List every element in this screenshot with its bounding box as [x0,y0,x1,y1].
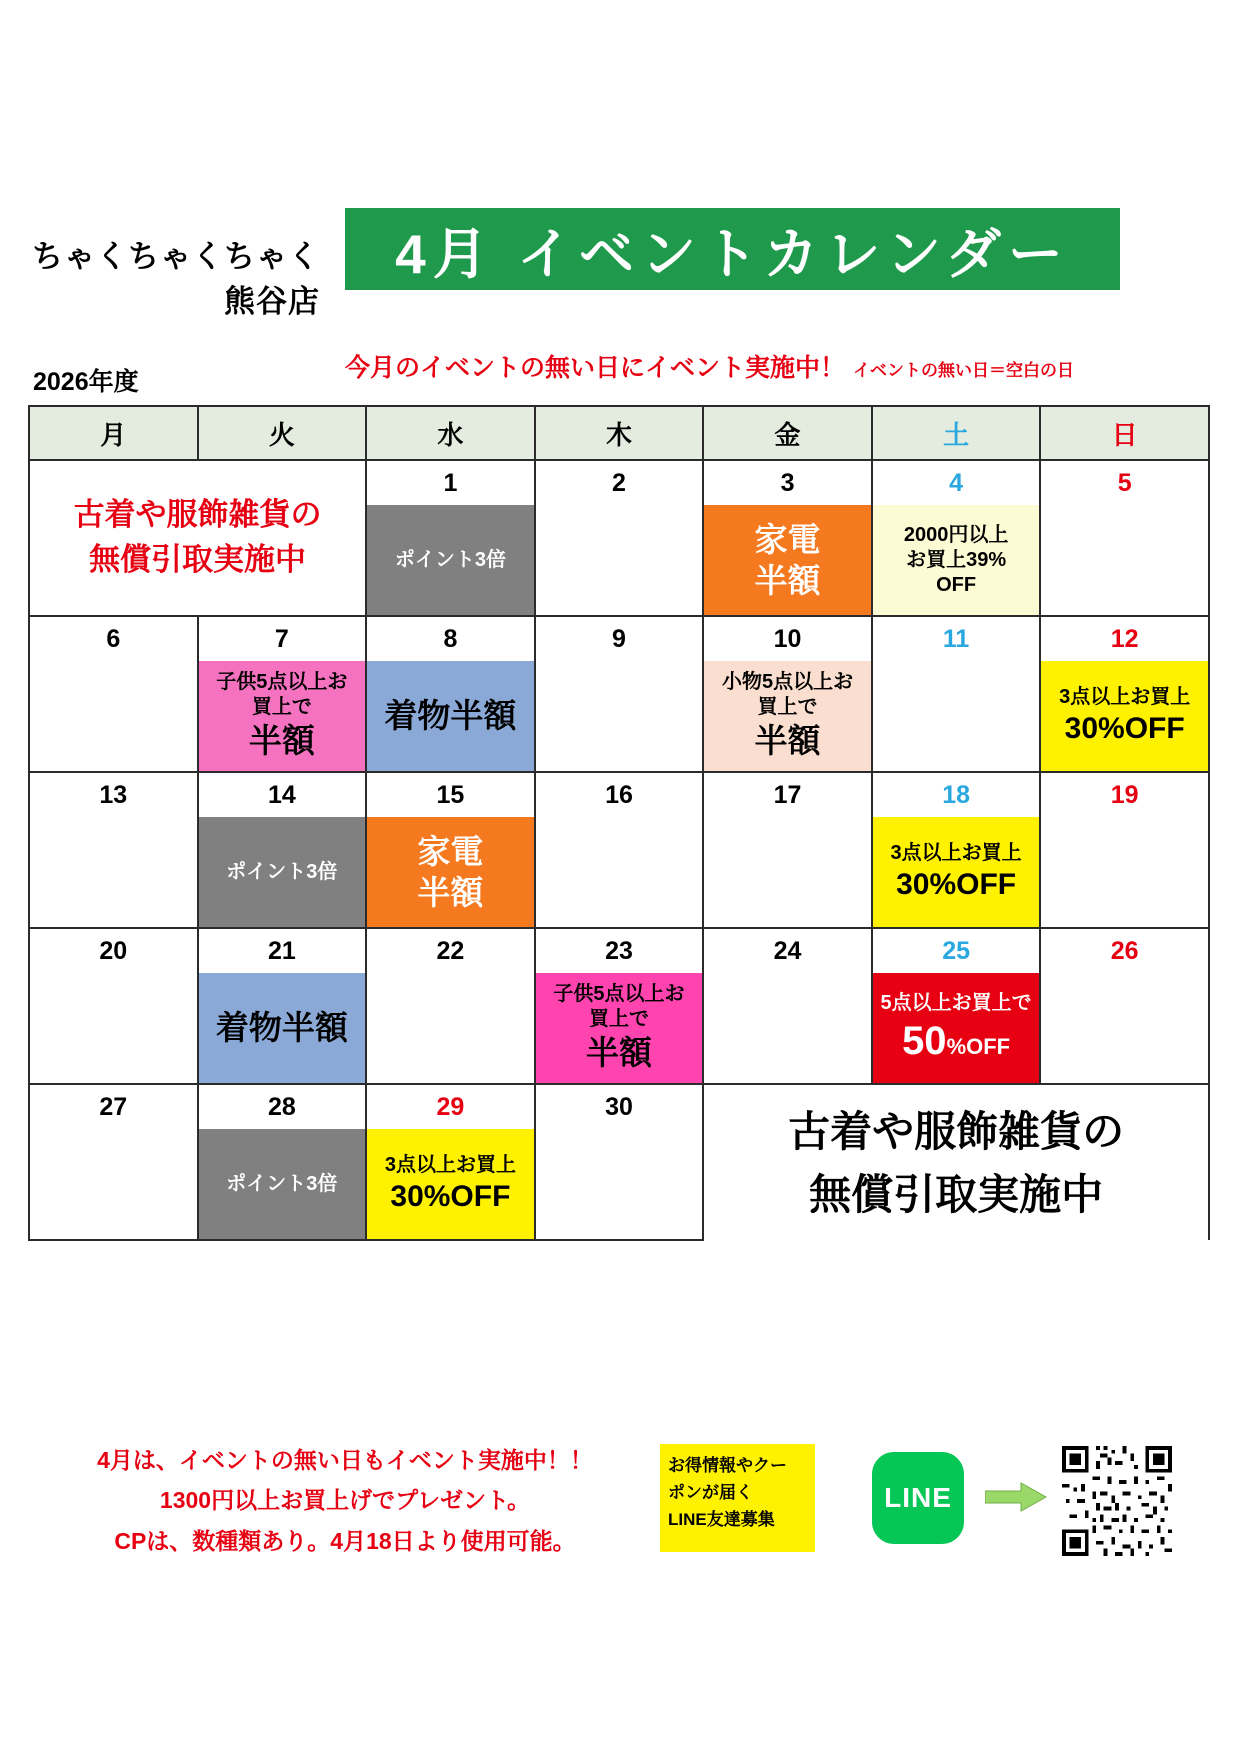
daynum-1: 1 [366,460,535,505]
footer-note-line3: CPは、数種類あり。4月18日より使用可能。 [114,1527,576,1554]
daynum-14: 14 [198,772,367,817]
daynum-6: 6 [29,616,198,661]
subtitle-main: 今月のイベントの無い日にイベント実施中！ [345,354,846,382]
line-app-icon[interactable] [872,1452,964,1544]
week-3-events [29,817,1209,928]
event-text-line1: 3点以上お買上 [384,1153,516,1176]
line-promo-line2: ポンが届く [668,1483,753,1503]
daynum-18: 18 [872,772,1041,817]
event-discount-unit: %OFF [946,1033,1011,1059]
arrow-right-icon [985,1482,1047,1512]
daynum-3: 3 [703,460,872,505]
daynum-15: 15 [366,772,535,817]
daynum-30: 30 [535,1084,704,1129]
daynum-20: 20 [29,928,198,973]
line-logo-text: LINE [884,1482,952,1513]
shop-name-line2: 熊谷店 [224,283,320,319]
daynum-25: 25 [872,928,1041,973]
bottom-free-line2: 無償引取実施中 [809,1170,1104,1218]
event-cell-11 [872,661,1041,772]
event-text-line2: お買上39% [906,548,1007,571]
event-cell-7 [198,661,367,772]
event-discount-value: 50 [902,1018,947,1063]
event-text-line2: 30%OFF [896,867,1017,901]
free-pickup-line1: 古着や服飾雑貨の [73,497,322,533]
weekday-thu: 木 [535,406,704,460]
footer [0,1430,1240,1610]
line-promo-box [660,1444,815,1552]
week-4-daynums [29,928,1209,973]
daynum-19: 19 [1040,772,1209,817]
event-text-line3: 半額 [754,722,821,760]
daynum-9: 9 [535,616,704,661]
event-cell-13 [29,817,198,928]
weekday-tue: 火 [198,406,367,460]
weekday-sun: 日 [1040,406,1209,460]
event-cell-10 [703,661,872,772]
header [0,0,1240,396]
daynum-23: 23 [535,928,704,973]
daynum-11: 11 [872,616,1041,661]
subtitle [345,348,1190,384]
bottom-free-line1: 古着や服飾雑貨の [788,1107,1125,1155]
event-cell-30 [535,1129,704,1240]
page-title: 4月 イベントカレンダー [345,208,1120,290]
daynum-5: 5 [1040,460,1209,505]
week-1-daynums [29,460,1209,505]
event-text-line2: 買上で [588,1008,649,1031]
event-cell-28 [198,1129,367,1240]
event-text-line1: 小物5点以上お [721,671,854,694]
qr-code-icon[interactable] [1062,1446,1172,1556]
event-calendar [28,405,1210,1241]
event-cell-27 [29,1129,198,1240]
event-text-line2: 半額 [754,562,821,599]
event-cell-18 [872,817,1041,928]
daynum-26: 26 [1040,928,1209,973]
event-cell-8 [366,661,535,772]
event-text: ポイント3倍 [226,1172,338,1195]
daynum-16: 16 [535,772,704,817]
weekday-fri: 金 [703,406,872,460]
event-cell-12 [1040,661,1209,772]
daynum-7: 7 [198,616,367,661]
event-cell-4 [872,505,1041,616]
event-cell-22 [366,973,535,1084]
week-3-daynums [29,772,1209,817]
event-text: ポイント3倍 [394,548,506,571]
event-text-line2: 30%OFF [390,1179,511,1213]
event-text-line2: 買上で [757,696,818,719]
event-cell-3 [703,505,872,616]
daynum-29: 29 [366,1084,535,1129]
event-text: ポイント3倍 [226,860,338,883]
calendar-header-row [29,406,1209,460]
daynum-13: 13 [29,772,198,817]
event-cell-16 [535,817,704,928]
weekday-sat: 土 [872,406,1041,460]
event-text-line3: OFF [936,573,977,596]
event-cell-1 [366,505,535,616]
event-text-line1: 家電 [754,520,821,558]
event-text-line2: 半額 [417,874,484,911]
daynum-28: 28 [198,1084,367,1129]
year-label: 2026年度 [33,368,139,396]
week-2-daynums [29,616,1209,661]
daynum-2: 2 [535,460,704,505]
weekday-wed: 水 [366,406,535,460]
event-cell-23 [535,973,704,1084]
event-text-line1: 5点以上お買上で [880,991,1032,1014]
footer-note-line1: 4月は、イベントの無い日もイベント実施中！！ [97,1447,593,1473]
event-cell-14 [198,817,367,928]
event-cell-29 [366,1129,535,1240]
shop-name-line1: ちゃくちゃくちゃく [32,239,320,274]
free-pickup-line2: 無償引取実施中 [89,542,307,577]
daynum-27: 27 [29,1084,198,1129]
event-text-line2: 買上で [251,696,312,719]
event-cell-2 [535,505,704,616]
weekday-mon: 月 [29,406,198,460]
daynum-10: 10 [703,616,872,661]
daynum-17: 17 [703,772,872,817]
event-text-line1: 3点以上お買上 [1059,685,1191,708]
event-cell-5 [1040,505,1209,616]
daynum-12: 12 [1040,616,1209,661]
subtitle-note: イベントの無い日＝空白の日 [853,361,1075,380]
event-cell-9 [535,661,704,772]
event-text-line1: 子供5点以上お [553,983,685,1006]
line-promo-line3: LINE友達募集 [668,1510,775,1530]
daynum-21: 21 [198,928,367,973]
free-pickup-banner [29,460,366,616]
event-text-line1: 2000円以上 [903,523,1009,546]
event-text: 着物半額 [384,697,517,735]
footer-note [50,1440,640,1561]
footer-note-line2: 1300円以上お買上げでプレゼント。 [159,1487,531,1514]
event-cell-25 [872,973,1041,1084]
event-text-line2: 30%OFF [1064,711,1185,745]
event-cell-26 [1040,973,1209,1084]
week-2-events [29,661,1209,772]
shop-name [30,235,320,325]
week-4-events [29,973,1209,1084]
line-promo-line1: お得情報やクー [668,1456,787,1475]
event-text-line3: 半額 [248,722,315,760]
daynum-24: 24 [703,928,872,973]
event-cell-21 [198,973,367,1084]
daynum-4: 4 [872,460,1041,505]
event-text: 着物半額 [215,1009,348,1047]
daynum-22: 22 [366,928,535,973]
event-text-line3: 半額 [585,1034,652,1072]
event-cell-19 [1040,817,1209,928]
event-cell-24 [703,973,872,1084]
event-text-line1: 家電 [417,832,484,870]
event-cell-15 [366,817,535,928]
event-cell-20 [29,973,198,1084]
event-text-line1: 子供5点以上お [216,671,348,694]
bottom-free-pickup-banner [703,1084,1209,1240]
daynum-8: 8 [366,616,535,661]
event-cell-6 [29,661,198,772]
week-5-daynums [29,1084,1209,1129]
event-text-line1: 3点以上お買上 [890,841,1022,864]
event-cell-17 [703,817,872,928]
